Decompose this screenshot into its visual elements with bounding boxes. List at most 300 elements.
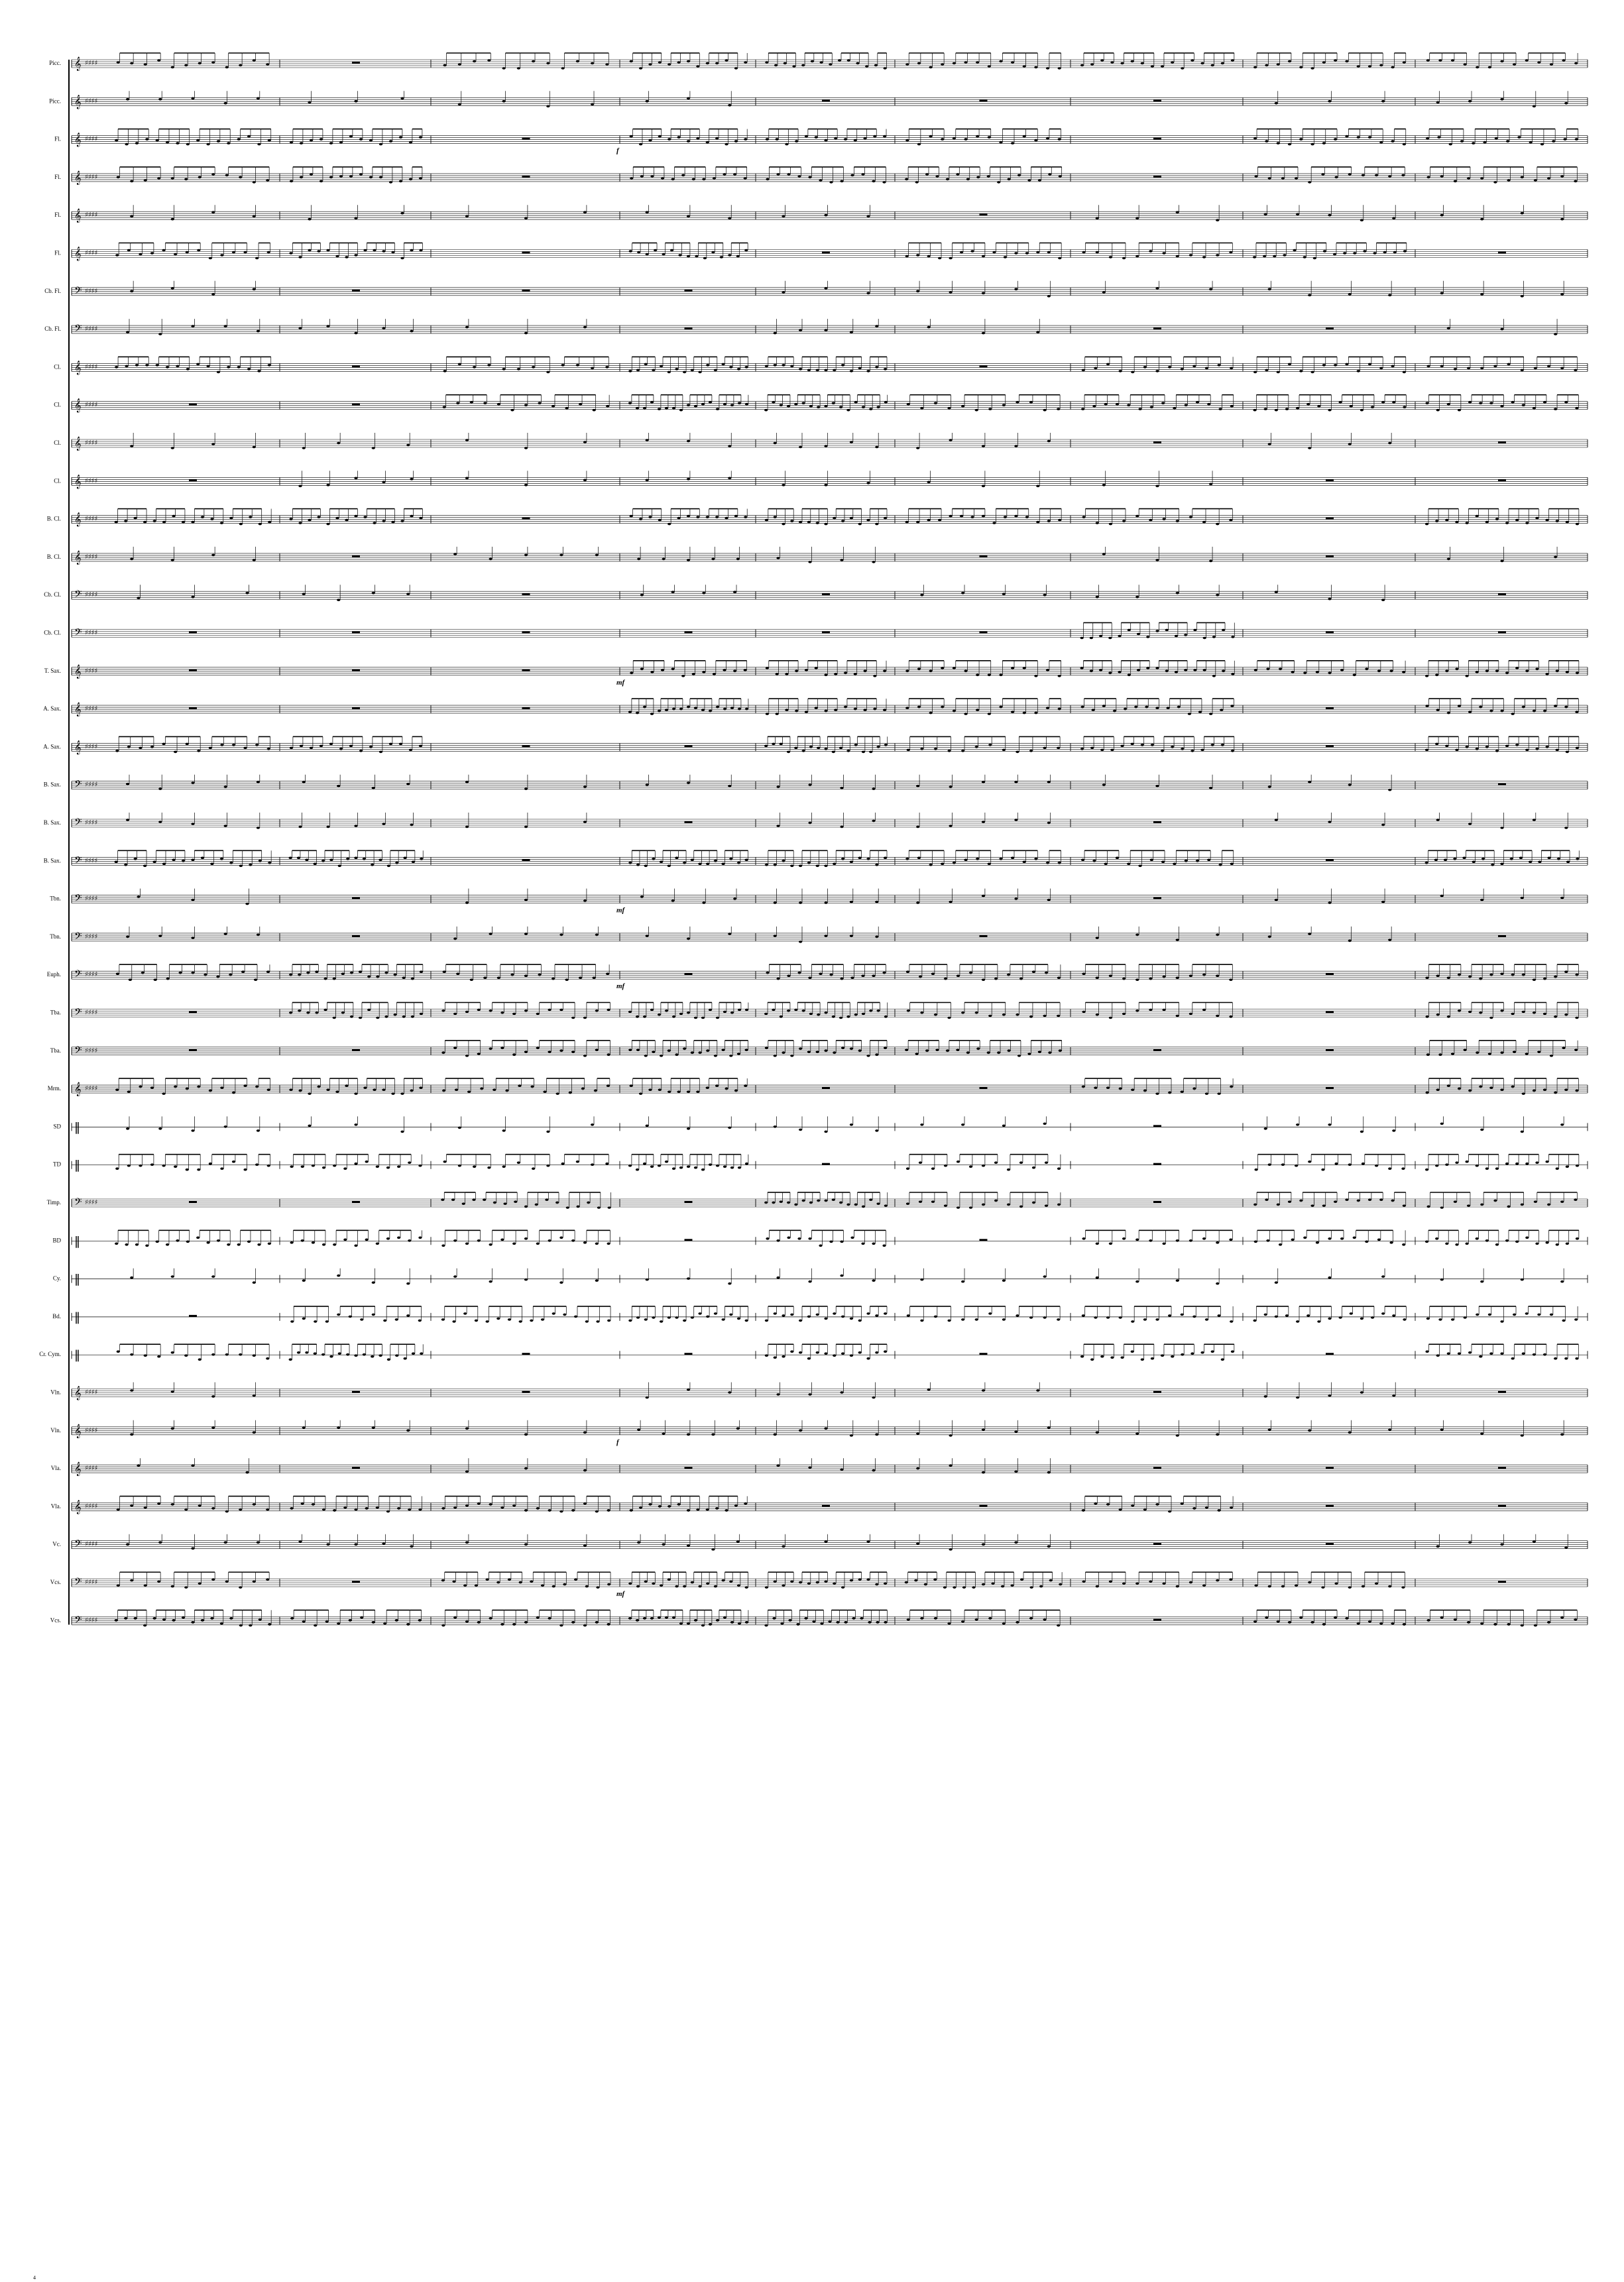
note bbox=[387, 865, 390, 868]
staff bbox=[72, 703, 1588, 716]
note bbox=[698, 1585, 701, 1588]
note bbox=[354, 254, 357, 257]
note bbox=[720, 256, 723, 258]
note bbox=[1096, 1013, 1099, 1016]
note bbox=[1348, 1163, 1352, 1166]
note bbox=[171, 218, 174, 221]
note bbox=[583, 326, 587, 329]
note bbox=[1334, 1617, 1337, 1619]
note bbox=[1303, 1237, 1306, 1239]
note bbox=[171, 287, 174, 290]
staff bbox=[72, 1082, 1588, 1096]
instrument-label: Cy. bbox=[52, 1275, 61, 1282]
note bbox=[776, 138, 779, 141]
staff bbox=[72, 931, 1588, 944]
note bbox=[363, 516, 367, 518]
note bbox=[782, 523, 785, 526]
note bbox=[552, 1312, 555, 1315]
note bbox=[938, 519, 941, 522]
note bbox=[1513, 1051, 1516, 1053]
note bbox=[766, 713, 769, 715]
note bbox=[229, 862, 233, 864]
note bbox=[1566, 751, 1569, 754]
note bbox=[905, 670, 909, 673]
note bbox=[636, 1585, 640, 1588]
note bbox=[127, 1090, 131, 1093]
note bbox=[816, 1314, 819, 1316]
note bbox=[198, 1505, 202, 1507]
note bbox=[667, 371, 671, 374]
note bbox=[382, 520, 385, 522]
note bbox=[535, 1204, 538, 1206]
note bbox=[354, 477, 357, 480]
note bbox=[765, 519, 768, 522]
note bbox=[858, 367, 862, 370]
note bbox=[833, 517, 836, 520]
staff bbox=[72, 1387, 1588, 1400]
note bbox=[441, 1245, 445, 1247]
note bbox=[524, 1237, 528, 1240]
note bbox=[343, 1507, 347, 1509]
note bbox=[593, 976, 596, 979]
note bbox=[738, 1167, 741, 1169]
note bbox=[477, 1503, 481, 1505]
note bbox=[1277, 1204, 1280, 1206]
note bbox=[1296, 1397, 1299, 1399]
note bbox=[1360, 1391, 1363, 1394]
note bbox=[1485, 1167, 1489, 1170]
note bbox=[1506, 140, 1509, 143]
note bbox=[1426, 137, 1429, 140]
rest bbox=[1498, 1467, 1506, 1469]
note bbox=[406, 1623, 410, 1626]
rest bbox=[1153, 1125, 1161, 1127]
note bbox=[1322, 1204, 1326, 1207]
note bbox=[217, 371, 220, 374]
note bbox=[1425, 1092, 1428, 1094]
note bbox=[386, 1237, 390, 1240]
note bbox=[546, 62, 550, 65]
note bbox=[337, 1314, 340, 1316]
note bbox=[716, 1165, 719, 1167]
staff bbox=[72, 95, 1588, 109]
note bbox=[799, 521, 802, 524]
note bbox=[1426, 176, 1430, 179]
note bbox=[1216, 594, 1219, 597]
note bbox=[1500, 1352, 1503, 1355]
note bbox=[987, 1052, 990, 1055]
note bbox=[127, 746, 131, 748]
note bbox=[354, 825, 357, 827]
note bbox=[410, 478, 413, 481]
note bbox=[920, 594, 923, 597]
note bbox=[1566, 1243, 1569, 1245]
note bbox=[976, 858, 979, 860]
rest bbox=[522, 1391, 530, 1393]
note bbox=[130, 1434, 133, 1436]
note bbox=[1189, 254, 1192, 257]
note bbox=[850, 861, 853, 864]
note bbox=[489, 1503, 493, 1506]
note bbox=[1231, 59, 1234, 62]
note bbox=[115, 254, 119, 257]
note bbox=[1221, 744, 1224, 746]
note bbox=[1015, 751, 1019, 754]
treble-clef-icon: 𝄞 bbox=[74, 740, 82, 755]
note bbox=[574, 1316, 577, 1318]
note bbox=[1277, 1621, 1280, 1623]
note bbox=[372, 592, 375, 595]
note bbox=[1454, 180, 1457, 183]
note bbox=[1216, 1283, 1219, 1285]
note bbox=[406, 783, 410, 785]
note bbox=[1391, 140, 1394, 143]
note bbox=[1002, 1623, 1006, 1625]
note bbox=[1388, 1167, 1391, 1170]
note bbox=[838, 59, 841, 62]
note bbox=[829, 181, 833, 184]
treble-clef-icon: ‖ bbox=[74, 1234, 80, 1249]
rest bbox=[822, 1163, 830, 1165]
note bbox=[643, 706, 646, 709]
note bbox=[858, 1578, 862, 1581]
note bbox=[809, 405, 813, 408]
note bbox=[774, 64, 778, 67]
note bbox=[636, 1619, 639, 1622]
note bbox=[267, 748, 270, 750]
note bbox=[1488, 1053, 1491, 1055]
note bbox=[1388, 939, 1391, 941]
note bbox=[725, 1509, 728, 1512]
note bbox=[1034, 675, 1037, 677]
note bbox=[1162, 518, 1165, 520]
note bbox=[306, 972, 310, 974]
note bbox=[714, 1312, 717, 1315]
note bbox=[561, 1163, 565, 1165]
note bbox=[420, 1352, 423, 1355]
note bbox=[1480, 1432, 1483, 1435]
staff bbox=[72, 209, 1588, 223]
note bbox=[1322, 1623, 1326, 1626]
note bbox=[186, 368, 190, 371]
note bbox=[1217, 1092, 1220, 1095]
note bbox=[363, 858, 366, 860]
note bbox=[714, 369, 717, 372]
bass-clef-icon: 𝄢 bbox=[74, 778, 82, 793]
note bbox=[1560, 367, 1564, 370]
note bbox=[117, 1584, 120, 1587]
note bbox=[399, 180, 402, 183]
note bbox=[1403, 1623, 1406, 1626]
note bbox=[1119, 1509, 1122, 1511]
note bbox=[1268, 785, 1271, 788]
note bbox=[658, 1088, 662, 1091]
note bbox=[905, 178, 908, 181]
note bbox=[961, 750, 964, 752]
note bbox=[583, 479, 587, 482]
note bbox=[884, 1621, 887, 1624]
note bbox=[126, 331, 129, 333]
instrument-label: Cb. Fl. bbox=[44, 325, 61, 333]
staff-system bbox=[69, 57, 1588, 1628]
note bbox=[325, 1320, 329, 1323]
note bbox=[196, 139, 200, 142]
note bbox=[1308, 181, 1311, 184]
note bbox=[1425, 862, 1428, 864]
note bbox=[395, 1619, 398, 1622]
note bbox=[1425, 1241, 1428, 1243]
note bbox=[1090, 670, 1093, 673]
note bbox=[191, 899, 194, 901]
note bbox=[1184, 634, 1187, 636]
note bbox=[400, 257, 404, 260]
note bbox=[372, 1621, 375, 1624]
note bbox=[774, 1055, 777, 1057]
note bbox=[524, 332, 528, 335]
note bbox=[453, 1013, 457, 1015]
note bbox=[1468, 1351, 1472, 1354]
note bbox=[711, 558, 715, 561]
note bbox=[639, 1092, 642, 1095]
note bbox=[1521, 212, 1524, 215]
rest bbox=[980, 213, 988, 215]
note bbox=[1296, 1320, 1299, 1323]
staff bbox=[72, 1045, 1588, 1058]
rest bbox=[1326, 707, 1334, 709]
note bbox=[1480, 293, 1483, 296]
note bbox=[764, 1013, 768, 1015]
note bbox=[1047, 520, 1051, 522]
note bbox=[596, 1320, 599, 1323]
note bbox=[1550, 63, 1553, 66]
note bbox=[816, 522, 819, 524]
note bbox=[1082, 1580, 1085, 1583]
note bbox=[605, 1163, 609, 1165]
note bbox=[960, 251, 963, 254]
note bbox=[289, 974, 292, 976]
note bbox=[816, 1351, 819, 1354]
note bbox=[982, 292, 985, 295]
note bbox=[524, 1279, 528, 1281]
note bbox=[934, 1316, 937, 1318]
note bbox=[1485, 670, 1489, 673]
note bbox=[1023, 667, 1026, 669]
note bbox=[1435, 674, 1438, 677]
note bbox=[559, 554, 563, 557]
note bbox=[458, 103, 461, 106]
staff bbox=[72, 1500, 1588, 1514]
note bbox=[1310, 1621, 1314, 1624]
note bbox=[1554, 976, 1557, 978]
note bbox=[766, 178, 769, 181]
note bbox=[1131, 1088, 1134, 1091]
note bbox=[1468, 401, 1472, 404]
note bbox=[841, 520, 844, 522]
note bbox=[211, 293, 215, 296]
note bbox=[701, 1017, 705, 1019]
note bbox=[728, 933, 731, 935]
note bbox=[1015, 401, 1019, 404]
note bbox=[1047, 822, 1051, 825]
note bbox=[976, 135, 979, 138]
note bbox=[345, 1084, 348, 1087]
note bbox=[220, 744, 223, 746]
note bbox=[576, 1161, 579, 1163]
rest bbox=[1153, 327, 1161, 329]
note bbox=[135, 1243, 139, 1246]
note bbox=[253, 446, 256, 449]
note bbox=[982, 1165, 985, 1167]
note bbox=[184, 178, 188, 181]
note bbox=[1458, 705, 1461, 707]
note bbox=[1480, 218, 1483, 221]
note bbox=[470, 401, 473, 404]
note bbox=[329, 743, 333, 746]
note bbox=[738, 1009, 741, 1011]
note bbox=[125, 1243, 128, 1246]
note bbox=[1268, 1585, 1271, 1588]
note bbox=[408, 1161, 411, 1164]
note bbox=[1014, 1470, 1017, 1473]
note bbox=[1564, 706, 1568, 709]
note bbox=[289, 518, 292, 520]
note bbox=[1340, 1237, 1344, 1240]
note bbox=[363, 1353, 366, 1356]
note bbox=[1014, 445, 1017, 447]
note bbox=[555, 1202, 559, 1204]
note bbox=[729, 1580, 732, 1583]
note bbox=[1515, 1163, 1519, 1165]
note bbox=[579, 403, 582, 406]
note bbox=[239, 176, 242, 179]
note bbox=[1299, 370, 1303, 372]
note bbox=[884, 1047, 887, 1049]
note bbox=[698, 1052, 701, 1055]
note bbox=[941, 63, 944, 66]
note bbox=[220, 1623, 223, 1625]
note bbox=[1100, 59, 1104, 62]
note bbox=[456, 402, 459, 404]
note bbox=[1435, 1165, 1438, 1167]
note bbox=[728, 445, 731, 447]
rest bbox=[685, 632, 693, 634]
note bbox=[389, 140, 392, 143]
note bbox=[1043, 594, 1047, 597]
note bbox=[489, 558, 493, 561]
note bbox=[866, 292, 870, 295]
note bbox=[1479, 978, 1482, 980]
note bbox=[675, 857, 678, 860]
note bbox=[787, 751, 790, 754]
note bbox=[706, 1582, 709, 1585]
note bbox=[797, 972, 801, 974]
note bbox=[675, 1316, 678, 1319]
note bbox=[512, 1013, 516, 1015]
rest bbox=[685, 327, 693, 329]
note bbox=[915, 181, 919, 184]
note bbox=[1080, 748, 1084, 750]
note bbox=[1047, 1426, 1051, 1429]
note bbox=[679, 1623, 683, 1625]
note bbox=[862, 406, 865, 408]
note bbox=[1511, 401, 1515, 404]
note bbox=[745, 1049, 748, 1051]
note bbox=[465, 826, 469, 828]
note bbox=[1468, 1090, 1472, 1092]
note bbox=[563, 1583, 566, 1586]
note bbox=[744, 1503, 747, 1505]
note bbox=[782, 364, 785, 367]
note bbox=[661, 669, 664, 671]
treble-clef-icon: 𝄞 bbox=[74, 1462, 82, 1477]
note bbox=[1181, 1353, 1184, 1356]
note bbox=[976, 674, 979, 677]
note bbox=[514, 1200, 517, 1203]
note bbox=[1328, 1395, 1331, 1397]
instrument-label: A. Sax. bbox=[43, 743, 61, 750]
note bbox=[191, 1547, 194, 1550]
note bbox=[1576, 858, 1579, 860]
note bbox=[607, 1243, 610, 1245]
note bbox=[1468, 1541, 1472, 1544]
note bbox=[927, 1389, 931, 1391]
note bbox=[672, 1617, 675, 1619]
note bbox=[776, 673, 779, 675]
rest bbox=[685, 1467, 693, 1469]
note bbox=[794, 403, 797, 406]
bass-clef-icon: 𝄢 bbox=[74, 930, 82, 944]
note bbox=[687, 1277, 690, 1280]
note bbox=[512, 1505, 516, 1507]
note bbox=[1002, 593, 1006, 595]
note bbox=[650, 175, 654, 178]
note bbox=[477, 1009, 481, 1011]
note bbox=[1451, 1053, 1454, 1055]
note bbox=[824, 865, 827, 868]
note bbox=[125, 143, 128, 146]
note bbox=[1425, 976, 1428, 979]
note bbox=[1328, 409, 1331, 412]
note bbox=[1205, 1092, 1208, 1095]
note bbox=[1135, 255, 1139, 258]
note bbox=[850, 1237, 854, 1239]
note bbox=[808, 561, 811, 563]
note bbox=[1109, 974, 1112, 977]
note bbox=[1310, 1204, 1314, 1207]
note bbox=[257, 1541, 260, 1544]
note bbox=[1360, 219, 1363, 221]
note bbox=[1254, 1241, 1257, 1243]
note bbox=[1533, 1011, 1536, 1014]
note bbox=[728, 254, 731, 257]
key-signature: ♯♯♯♯ bbox=[85, 971, 98, 979]
note bbox=[687, 559, 690, 561]
note bbox=[254, 978, 257, 981]
note bbox=[1296, 1123, 1299, 1126]
note bbox=[1059, 1583, 1062, 1586]
note bbox=[1216, 1434, 1219, 1436]
treble-clef-icon: 𝄞 bbox=[74, 512, 82, 527]
note bbox=[298, 327, 302, 329]
note bbox=[876, 406, 880, 408]
note bbox=[1106, 1086, 1110, 1089]
staff bbox=[72, 323, 1588, 337]
note bbox=[184, 1509, 188, 1511]
note bbox=[667, 63, 671, 66]
note bbox=[1015, 1621, 1019, 1624]
note bbox=[1308, 933, 1311, 935]
note bbox=[832, 751, 835, 754]
